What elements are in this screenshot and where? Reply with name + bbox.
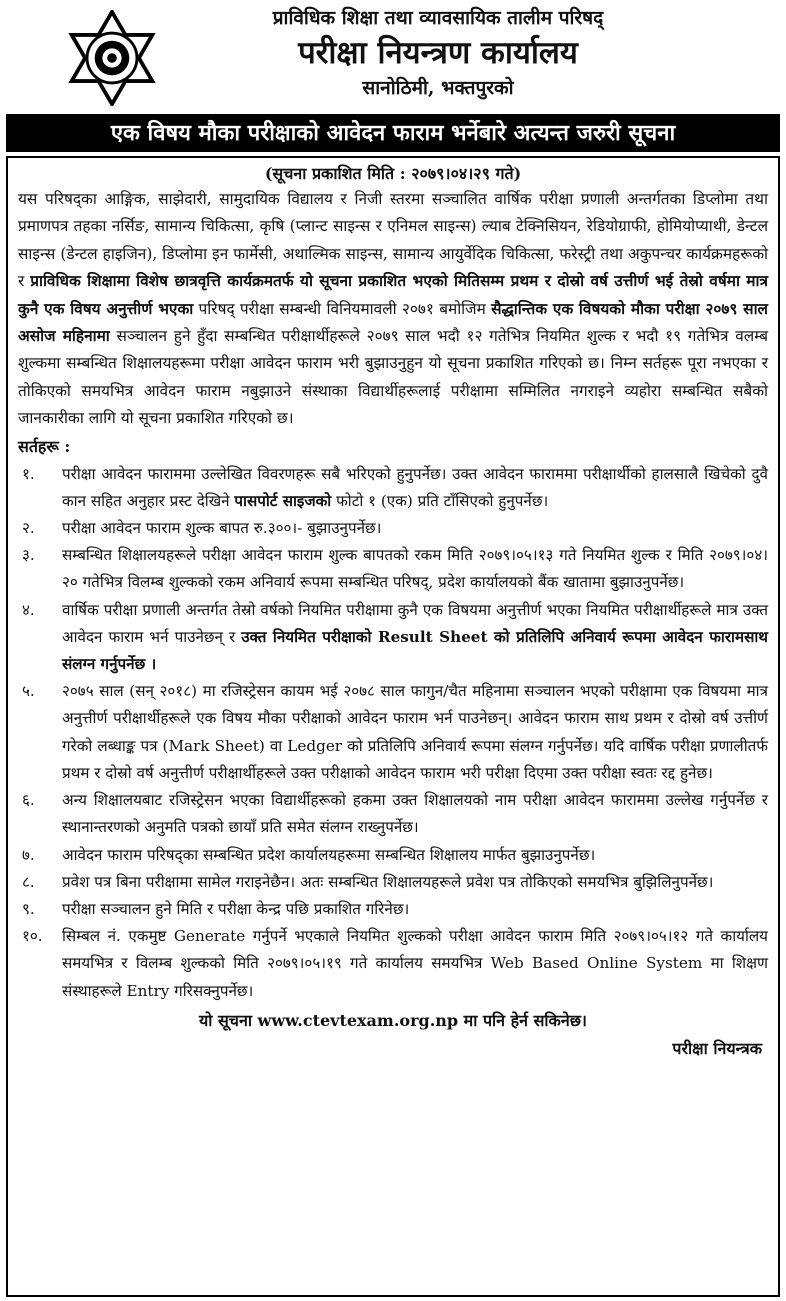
office-name: परीक्षा नियन्त्रण कार्यालय <box>298 35 578 71</box>
condition-text-part: आवेदन फाराम परिषद्का सम्बन्धित प्रदेश कार्यालयहरूमा सम्बन्धित शिक्षालय मार्फत बुझाउनुपर्नेछ। <box>62 845 596 864</box>
condition-text-part: अन्य शिक्षालयबाट रजिस्ट्रेसन भएका विद्यार्थीहरूको हकमा उक्त शिक्षालयको नाम परीक्षा आवेदन फाराममा उल्लेख गर्नुपर्नेछ र स्थानान्तरणको अनुमति पत्रको छायाँ प्रति समेत संलग्न राख्नुपर्नेछ। <box>62 791 768 837</box>
intro-bold-2: सैद्धान्तिक एक विषयको मौका परीक्षा २०७९ साल असोज महिनामा <box>18 299 768 346</box>
condition-text-bold: उक्त नियमित परीक्षाको Result Sheet को प्रतिलिपि अनिवार्य रूपमा आवेदन फारामसाथ संलग्न गर्नुपर्नेछ । <box>62 627 768 674</box>
condition-item <box>18 787 768 841</box>
condition-text-part: प्रवेश पत्र बिना परीक्षामा सामेल गराइनेछैन। अतः सम्बन्धित शिक्षालयहरूले प्रवेश पत्र तोकिएको समयभित्र बुझिलिनुपर्नेछ। <box>62 872 714 891</box>
condition-item <box>18 515 768 542</box>
condition-text-part: २०७५ साल (सन् २०१८) मा रजिस्ट्रेसन कायम भई २०७८ साल फागुन/चैत महिनामा सञ्चालन भएको परीक्षामा एक विषयमा मात्र अनुत्तीर्ण परीक्षार्थीहरूले एक विषय मौका परीक्षाको आवेदन फाराम भर्न पाउनेछन्। आवेदन फाराम साथ प्रथम र दोस्रो वर्ष उत्तीर्ण गरेको लब्धाङ्क पत्र (Mark Sheet) वा Ledger को प्रतिलिपि अनिवार्य रूपमा संलग्न गर्नुपर्नेछ। यदि वार्षिक परीक्षा प्रणालीतर्फ प्रथम र दोस्रो वर्ष अनुत्तीर्ण परीक्षार्थीहरूले उक्त परीक्षाको आवेदन फाराम भरी परीक्षा दिएमा उक्त परीक्षा स्वतः रद्द हुनेछ। <box>62 682 768 782</box>
council-name: प्राविधिक शिक्षा तथा व्यावसायिक तालीम परिषद् <box>272 7 604 29</box>
condition-text <box>62 515 768 542</box>
conditions-list <box>18 461 768 1005</box>
condition-item <box>18 678 768 787</box>
condition-text-part: सम्बन्धित शिक्षालयहरूले परीक्षा आवेदन फाराम शुल्क बापतको रकम मिति २०७९।०५।१३ गते नियमित शुल्क र मिति २०७९।०४।२० गतेभित्र विलम्ब शुल्कको रकम अनिवार्य रूपमा सम्बन्धित परिषद्, प्रदेश कार्यालयको बैंक खातामा बुझाउनुपर्नेछ। <box>62 546 768 592</box>
intro-paragraph <box>18 186 768 433</box>
condition-text <box>62 678 768 787</box>
condition-number: २. <box>22 519 35 538</box>
condition-text <box>62 923 768 1005</box>
condition-text <box>62 597 768 679</box>
condition-number: ७. <box>22 845 35 864</box>
intro-bold-1: प्राविधिक शिक्षामा विशेष छात्रवृत्ति कार्यक्रमतर्फ यो सूचना प्रकाशित भएको मितिसम्म प्रथम र दोस्रो वर्ष उत्तीर्ण भई तेस्रो वर्षमा मात्र कुनै एक विषय अनुत्तीर्ण भएका <box>18 272 768 318</box>
condition-text-part: वार्षिक परीक्षा प्रणाली अन्तर्गत तेस्रो वर्षको नियमित परीक्षामा कुनै एक विषयमा अनुत्तीर्ण भएका नियमित परीक्षार्थीहरूले मात्र उक्त आवेदन फाराम भर्न पाउनेछन् र <box>62 600 768 646</box>
condition-number: १. <box>22 464 35 483</box>
condition-text <box>62 787 768 841</box>
condition-number: ६. <box>22 791 35 810</box>
condition-text-part: फोटो १ (एक) प्रति टाँसिएको हुनुपर्नेछ। <box>331 491 549 510</box>
header-text <box>0 4 786 102</box>
condition-number: ८. <box>22 872 35 891</box>
condition-number: ३. <box>22 546 35 565</box>
condition-text <box>62 461 768 515</box>
condition-number: ५. <box>22 682 35 701</box>
condition-item <box>18 842 768 869</box>
website-notice: यो सूचना www.ctevtexam.org.np मा पनि हेर्न सकिनेछ। <box>198 1010 587 1030</box>
condition-text-part: परीक्षा सञ्चालन हुने मिति र परीक्षा केन्द्र पछि प्रकाशित गरिनेछ। <box>62 899 410 918</box>
condition-text-part: परीक्षा आवेदन फाराम शुल्क बापत रु.३००।- बुझाउनुपर्नेछ। <box>62 519 382 538</box>
condition-text <box>62 869 768 896</box>
condition-item <box>18 923 768 1005</box>
condition-item <box>18 542 768 596</box>
office-address: सानोठिमी, भक्तपुरको <box>362 77 514 99</box>
signatory-title: परीक्षा नियन्त्रक <box>672 1038 762 1058</box>
conditions-heading: सर्तहरू : <box>18 436 71 456</box>
intro-text-3: सञ्चालन हुने हुँदा सम्बन्धित परीक्षार्थीहरूले २०७९ साल भदौ १२ गतेभित्र नियमित शुल्क र भदौ १९ गतेभित्र वलम्ब शुल्कमा सम्बन्धित शिक्षालयहरूमा परीक्षा आवेदन फाराम भरी बुझाउनुहुन यो सूचना प्रकाशित गरिएको छ। निम्न सर्तहरू पूरा नभएका र तोकिएको समयभित्र आवेदन फाराम नबुझाउने संस्थाका विद्यार्थीहरूलाई परीक्षामा सम्मिलित नगराइने व्यहोरा सम्बन्धित सबैको जानकारीका लागि यो सूचना प्रकाशित गरिएको छ। <box>18 327 768 428</box>
notice-body <box>6 156 780 1297</box>
condition-item <box>18 869 768 896</box>
published-date: (सूचना प्रकाशित मिति : २०७९।०४।२९ गते) <box>264 164 522 183</box>
condition-item <box>18 896 768 923</box>
condition-item <box>18 597 768 679</box>
condition-number: ४. <box>22 600 35 619</box>
intro-text-2: परिषद् परीक्षा सम्बन्धी विनियमावली २०७१ बमोजिम <box>193 299 492 318</box>
condition-text-bold: पासपोर्ट साइजको <box>234 491 332 510</box>
condition-text-part: परीक्षा आवेदन फाराममा उल्लेखित विवरणहरू सबै भरिएको हुनुपर्नेछ। उक्त आवेदन फाराममा परीक्षार्थीको हालसालै खिचेको दुवै कान सहित अनुहार प्रस्ट देखिने <box>62 464 768 510</box>
intro-text-1: यस परिषद्का आङ्गिक, साझेदारी, सामुदायिक विद्यालय र निजी स्तरमा सञ्चालित वार्षिक परीक्षा प्रणाली अन्तर्गतका डिप्लोमा तथा प्रमाणपत्र तहका नर्सिङ, सामान्य चिकित्सा, कृषि (प्लान्ट साइन्स र एनिमल साइन्स) ल्याब टेक्निसियन, रेडियोग्राफी, होमियोप्याथी, डेन्टल साइन्स (डेन्टल हाइजिन), डिप्लोमा इन फार्मेसी, अथाल्मिक साइन्स, सामान्य आयुर्वेदिक चिकित्सा, फरेस्ट्री तथा अकुपन्चर कार्यक्रमहरूको र <box>18 190 768 291</box>
condition-text-part: सिम्बल नं. एकमुष्ट Generate गर्नुपर्ने भएकाले नियमित शुल्कको परीक्षा आवेदन फाराम मिति २०७९।०५।१२ गते कार्यालय समयभित्र र विलम्ब शुल्कको मिति २०७९।०५।१९ गते कार्यालय समयभित्र Web Based Online System मा शिक्षण संस्थाहरूले Entry गरिसक्नुपर्नेछ। <box>62 927 768 1000</box>
notice-title: एक विषय मौका परीक्षाको आवेदन फाराम भर्नेबारे अत्यन्त जरुरी सूचना <box>6 114 780 152</box>
condition-text <box>62 542 768 596</box>
condition-number: ९. <box>22 899 35 918</box>
condition-item <box>18 461 768 515</box>
header <box>0 0 786 108</box>
condition-number: १०. <box>22 927 43 946</box>
condition-text <box>62 896 768 923</box>
condition-text <box>62 842 768 869</box>
